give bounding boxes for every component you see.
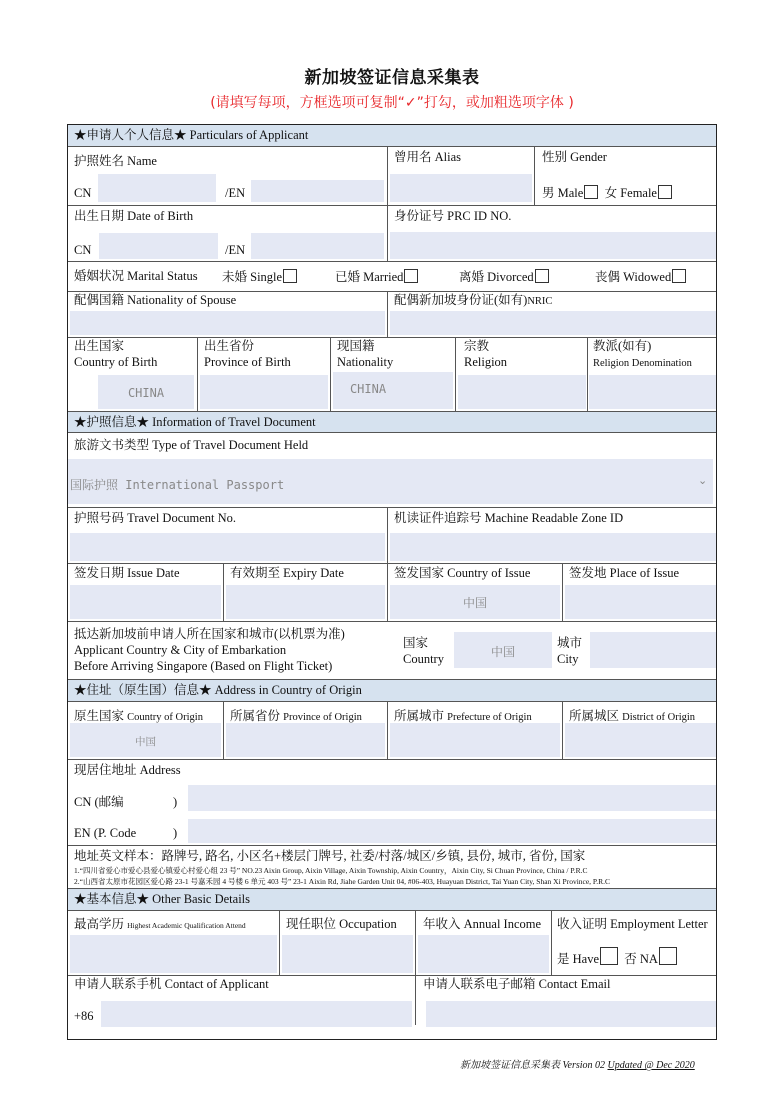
male-checkbox[interactable] — [584, 185, 598, 199]
address-cn-input[interactable] — [188, 785, 716, 811]
have-checkbox[interactable] — [600, 947, 618, 965]
mrz-input[interactable] — [390, 533, 716, 561]
doc-type-label: 旅游文书类型 Type of Travel Document Held — [74, 438, 309, 452]
spouse-nationality-input[interactable] — [70, 311, 385, 335]
section-applicant-header: ★申请人个人信息★ Particulars of Applicant — [68, 125, 716, 147]
have-label: 是 Have — [557, 952, 599, 966]
female-checkbox[interactable] — [658, 185, 672, 199]
en-postcode-close: ) — [173, 826, 178, 840]
embark-label-cn: 抵达新加坡前申请人所在国家和城市(以机票为准) — [74, 627, 345, 641]
issue-date-label: 签发日期 Issue Date — [74, 566, 180, 580]
section-address-header: ★住址（原生国）信息★ Address in Country of Origin — [68, 679, 716, 702]
address-sample-label: 地址英文样本：路牌号, 路名, 小区名+楼层门牌号, 社委/村落/城区/乡镇, 县份, 城市, 省份, 国家 — [74, 849, 586, 863]
email-label: 申请人联系电子邮箱 Contact Email — [423, 977, 611, 991]
embark-label-en2: Before Arriving Singapore (Based on Flight Ticket) — [74, 659, 333, 673]
issue-country-label: 签发国家 Country of Issue — [394, 566, 531, 580]
religion-input[interactable] — [458, 375, 586, 409]
doc-type-value: 国际护照 International Passport — [70, 478, 285, 492]
embark-city-input[interactable] — [590, 632, 716, 668]
embark-label-en: Applicant Country & City of Embarkation — [74, 643, 287, 657]
birth-province-input[interactable] — [200, 375, 328, 409]
name-cn-input[interactable] — [98, 174, 216, 202]
nationality-cn: 现国籍 — [337, 339, 375, 353]
alias-input[interactable] — [390, 174, 532, 202]
dob-cn-input[interactable] — [99, 233, 218, 259]
issue-date-input[interactable] — [70, 585, 221, 619]
embark-city-cn: 城市 — [557, 636, 583, 650]
alias-label: 曾用名 Alias — [394, 150, 462, 164]
male-label: 男 Male — [542, 186, 584, 200]
embark-city-en: City — [557, 652, 579, 666]
email-input[interactable] — [426, 1001, 716, 1027]
form-title: 新加坡签证信息采集表 — [304, 68, 480, 88]
embark-country-cn: 国家 — [403, 636, 429, 650]
education-input[interactable] — [70, 935, 277, 973]
footer-version: 新加坡签证信息采集表 Version 02 Updated @ Dec 2020 — [460, 1060, 695, 1071]
issue-place-input[interactable] — [565, 585, 716, 619]
name-en-input[interactable] — [251, 180, 384, 202]
dob-cn-label: CN — [74, 243, 92, 257]
married-checkbox[interactable] — [404, 269, 418, 283]
married-option: 已婚 Married — [335, 269, 418, 285]
single-checkbox[interactable] — [283, 269, 297, 283]
denomination-input[interactable] — [589, 375, 716, 409]
origin-province-input[interactable] — [226, 723, 385, 757]
origin-country-label: 原生国家 Country of Origin — [74, 709, 203, 723]
employment-options — [557, 947, 677, 967]
prc-id-label: 身份证号 PRC ID NO. — [394, 209, 512, 223]
nationality-en: Nationality — [337, 355, 394, 369]
phone-input[interactable] — [101, 1001, 412, 1027]
gender-options — [542, 185, 672, 201]
cn-postcode-label: CN (邮编 — [74, 795, 124, 809]
occupation-label: 现任职位 Occupation — [286, 917, 397, 931]
religion-en: Religion — [464, 355, 508, 369]
embark-country-value: 中国 — [490, 645, 515, 659]
birth-country-en: Country of Birth — [74, 355, 158, 369]
origin-prefecture-input[interactable] — [390, 723, 560, 757]
origin-district-input[interactable] — [565, 723, 716, 757]
nationality-value: CHINA — [349, 382, 387, 396]
spouse-nationality-label: 配偶国籍 Nationality of Spouse — [74, 293, 237, 307]
divorced-option: 离婚 Divorced — [459, 269, 549, 285]
female-label: 女 Female — [604, 186, 657, 200]
embark-country-en: Country — [403, 652, 444, 666]
birth-country-value: CHINA — [127, 386, 165, 400]
issue-place-label: 签发地 Place of Issue — [569, 566, 680, 580]
dob-en-input[interactable] — [251, 233, 384, 259]
visa-form — [67, 124, 717, 1040]
occupation-input[interactable] — [282, 935, 413, 973]
address-sample-1: 1.“四川省爱心市爱心县爱心镇爱心村爱心组 23 号” NO.23 Aixin Group, Aixin Village, Aixin Township, Aixin Country，Aixin City, Si Chuan Province, China / P.R.C — [74, 866, 588, 875]
cn-postcode-close: ) — [173, 795, 178, 809]
name-en-label: /EN — [225, 186, 246, 200]
origin-prefecture-label: 所属城市 Prefecture of Origin — [394, 709, 532, 723]
name-label: 护照姓名 Name — [74, 154, 157, 168]
spouse-nric-input[interactable] — [390, 311, 716, 335]
expiry-date-label: 有效期至 Expiry Date — [230, 566, 344, 580]
origin-country-value: 中国 — [135, 736, 156, 748]
widowed-option: 丧偶 Widowed — [595, 269, 686, 285]
current-address-label: 现居住地址 Address — [74, 763, 181, 777]
phone-label: 申请人联系手机 Contact of Applicant — [74, 977, 269, 991]
prc-id-input[interactable] — [390, 232, 716, 259]
birth-province-en: Province of Birth — [204, 355, 291, 369]
education-label: 最高学历 Highest Academic Qualification Attend — [74, 917, 246, 931]
en-postcode-label: EN (P. Code — [74, 826, 137, 840]
religion-cn: 宗教 — [464, 339, 490, 353]
chevron-down-icon[interactable]: ⌄ — [698, 475, 708, 487]
origin-province-label: 所属省份 Province of Origin — [230, 709, 362, 723]
name-cn-label: CN — [74, 186, 92, 200]
issue-country-value: 中国 — [462, 596, 487, 610]
dob-en-label: /EN — [225, 243, 246, 257]
marital-status-label: 婚姻状况 Marital Status — [74, 269, 198, 283]
doc-no-input[interactable] — [70, 533, 385, 561]
section-travel-header: ★护照信息★ Information of Travel Document — [68, 411, 716, 433]
doc-no-label: 护照号码 Travel Document No. — [74, 511, 237, 525]
income-label: 年收入 Annual Income — [423, 917, 542, 931]
na-label: 否 NA — [624, 952, 658, 966]
widowed-checkbox[interactable] — [672, 269, 686, 283]
income-input[interactable] — [418, 935, 549, 973]
denomination-cn: 教派(如有) — [593, 339, 652, 353]
single-option: 未婚 Single — [222, 269, 297, 285]
phone-prefix: +86 — [74, 1009, 94, 1023]
dob-label: 出生日期 Date of Birth — [74, 209, 194, 223]
employment-letter-label: 收入证明 Employment Letter — [557, 917, 708, 931]
section-other-header: ★基本信息★ Other Basic Details — [68, 888, 716, 911]
form-instructions: (请填写每项，方框选项可复制“✓”打勾，或加粗选项字体 ) — [210, 95, 574, 111]
spouse-nric-label: 配偶新加坡身份证(如有)NRIC — [394, 293, 553, 307]
denomination-en: Religion Denomination — [593, 358, 692, 369]
divorced-checkbox[interactable] — [535, 269, 549, 283]
birth-province-cn: 出生省份 — [204, 339, 255, 353]
origin-district-label: 所属城区 District of Origin — [569, 709, 696, 723]
na-checkbox[interactable] — [659, 947, 677, 965]
mrz-label: 机读证件追踪号 Machine Readable Zone ID — [394, 511, 624, 525]
birth-country-cn: 出生国家 — [74, 339, 125, 353]
expiry-date-input[interactable] — [226, 585, 385, 619]
gender-label: 性别 Gender — [542, 150, 607, 164]
address-en-input[interactable] — [188, 819, 716, 843]
address-sample-2: 2.“山西省太原市花园区爱心路 23-1 号嘉禾园 4 号楼 6 单元 403 号” 23-1 Aixin Rd, Jiahe Garden Unit 04, #06-403, Huayuan District, Tai Yuan City, Shan Xi Province, P.R.C — [74, 877, 611, 886]
